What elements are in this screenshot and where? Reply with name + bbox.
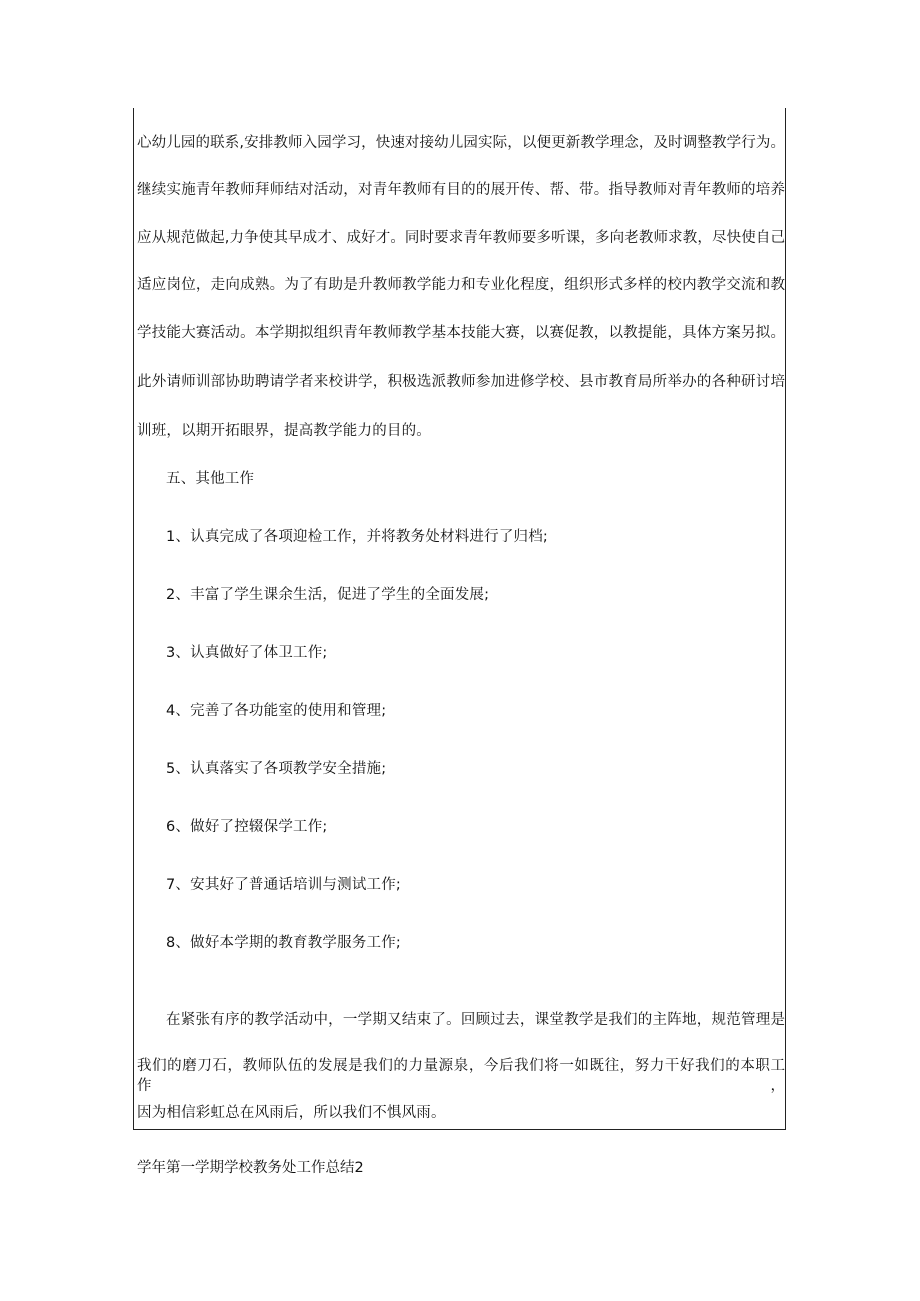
list-item: 3、认真做好了体卫工作; (166, 645, 328, 661)
paragraph-line-6: 此外请师训部协助聘请学者来校讲学，积极选派教师参加进修学校、县市教育局所举办的各种研讨培 (137, 374, 785, 390)
conclusion-line-2: 我们的磨刀石，教师队伍的发展是我们的力量源泉，今后我们将一如既往，努力干好我们的本职工作， (137, 1058, 785, 1094)
list-item: 5、认真落实了各项教学安全措施; (166, 761, 387, 777)
list-item: 1、认真完成了各项迎检工作，并将教务处材料进行了归档; (166, 529, 549, 545)
paragraph-line-1: 心幼儿园的联系,安排教师入园学习，快速对接幼儿园实际，以便更新教学理念，及时调整教学行为。 (137, 135, 785, 151)
paragraph-line-5: 学技能大赛活动。本学期拟组织青年教师教学基本技能大赛，以赛促教，以教提能，具体方案另拟。 (137, 325, 785, 341)
paragraph-line-2: 继续实施青年教师拜师结对活动，对青年教师有目的的展开传、帮、带。指导教师对青年教师的培养 (137, 182, 785, 198)
list-item: 6、做好了控辍保学工作; (166, 819, 328, 835)
next-document-title: 学年第一学期学校教务处工作总结2 (137, 1160, 364, 1176)
list-item: 8、做好本学期的教育教学服务工作; (166, 935, 402, 951)
paragraph-line-4: 适应岗位，走向成熟。为了有助是升教师教学能力和专业化程度，组织形式多样的校内教学交流和教 (137, 277, 785, 293)
conclusion-line-3: 因为相信彩虹总在风雨后，所以我们不惧风雨。 (137, 1105, 446, 1121)
conclusion-line-1: 在紧张有序的教学活动中，一学期又结束了。回顾过去，课堂教学是我们的主阵地，规范管理是 (166, 1012, 785, 1028)
section-heading: 五、其他工作 (166, 471, 255, 487)
list-item: 4、完善了各功能室的使用和管理; (166, 703, 387, 719)
list-item: 2、丰富了学生课余生活，促进了学生的全面发展; (166, 587, 490, 603)
list-item: 7、安其好了普通话培训与测试工作; (166, 877, 402, 893)
paragraph-line-3: 应从规范做起,力争使其早成才、成好才。同时要求青年教师要多听课，多向老教师求教，尽快使自己 (137, 230, 785, 246)
paragraph-line-7: 训班，以期开拓眼界，提高教学能力的目的。 (137, 423, 431, 439)
document-table-frame (133, 108, 786, 1130)
